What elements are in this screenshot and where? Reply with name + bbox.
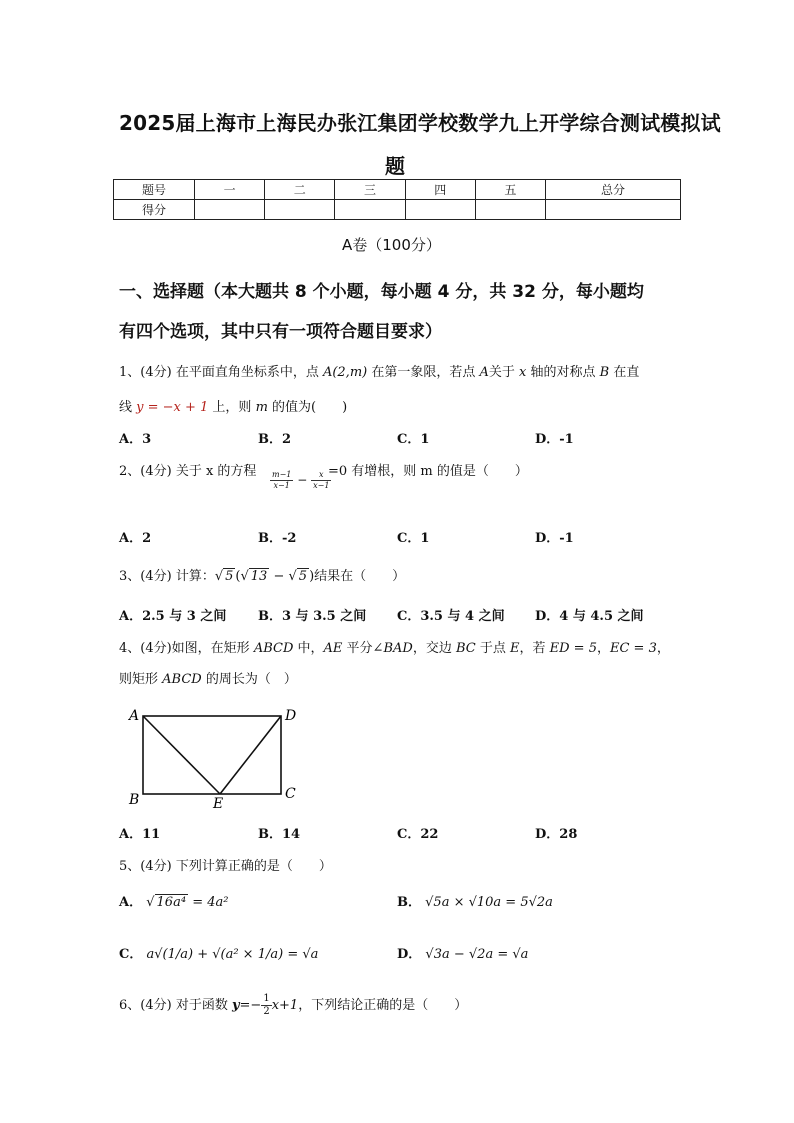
q3-text: 3、(4分) 计算：: [119, 569, 215, 584]
q2-frac-den: x−1: [273, 481, 290, 490]
q5-expression: √3a − √2a = √a: [425, 947, 529, 962]
q6-text: ，下列结论正确的是（ ）: [298, 998, 468, 1013]
score-table-score-row: [114, 200, 681, 220]
question-5-stem: 5、(4分) 下列计算正确的是（ ）: [119, 859, 332, 874]
q5-option-d[interactable]: [397, 943, 528, 962]
score-header-cell: 四: [405, 180, 475, 200]
q3-option-b[interactable]: B．3 与 3.5 之间: [258, 609, 367, 624]
section-heading-line2: 有四个选项，其中只有一项符合题目要求）: [119, 322, 442, 342]
q1-text: 在第一象限，若点: [367, 365, 480, 380]
q4-var: AE: [323, 641, 343, 656]
q4-text: ，若: [519, 641, 550, 656]
q2-option-b[interactable]: B．-2: [258, 531, 297, 546]
document-title-line2: 题: [385, 154, 406, 178]
q2-text-suffix: =0 有增根，则 m 的值是（ ）: [328, 464, 528, 479]
question-4-line2: [119, 668, 297, 687]
q1-var: B: [599, 365, 610, 380]
q4-var: BAD: [383, 641, 413, 656]
vertex-label-a: A: [129, 708, 140, 724]
score-header-cell: 题号: [114, 180, 195, 200]
q5-option-b[interactable]: [397, 891, 553, 910]
radical-sign-icon: √: [146, 895, 155, 910]
q4-option-c[interactable]: C．22: [397, 827, 439, 842]
q4-rectangle-figure: [125, 702, 305, 814]
q1-var: x: [519, 365, 527, 380]
vertex-label-b: B: [129, 792, 140, 808]
score-header-cell: 五: [475, 180, 545, 200]
q6-frac-den: 2: [263, 1006, 270, 1017]
q6-var: y: [231, 998, 240, 1013]
q2-equation: [270, 470, 331, 491]
q3-option-a[interactable]: A．2.5 与 3 之间: [119, 609, 227, 624]
q2-option-d[interactable]: D．-1: [535, 531, 574, 546]
question-4-line1: [119, 637, 670, 656]
q1-point: A(2,m): [322, 365, 368, 380]
q4-var: E: [509, 641, 520, 656]
score-header-cell: 二: [265, 180, 335, 200]
q1-text: 轴的对称点: [526, 365, 600, 380]
score-cell: [405, 200, 475, 220]
q4-option-b[interactable]: B．14: [258, 827, 301, 842]
q1-option-d[interactable]: D．-1: [535, 432, 574, 447]
q1-option-a[interactable]: A．3: [119, 432, 152, 447]
q5-option-label: D．: [397, 947, 422, 962]
q6-frac-num: 1: [263, 993, 270, 1004]
q4-text: 的周长为（ ）: [201, 672, 297, 687]
score-cell: [335, 200, 405, 220]
q5-expression: √5a × √10a = 5√2a: [425, 895, 553, 910]
q6-eq: =−: [239, 998, 262, 1013]
radical-sign-icon: √: [288, 569, 297, 584]
score-header-cell: 三: [335, 180, 405, 200]
q5-option-a[interactable]: [119, 891, 228, 910]
q2-text: 2、(4分) 关于 x 的方程: [119, 464, 257, 479]
question-6-stem: [119, 993, 467, 1018]
q3-radicand: 5: [298, 569, 308, 584]
rectangle-abcd: [143, 716, 281, 794]
q5-option-label: B．: [397, 895, 421, 910]
q3-radicand: 5: [225, 569, 234, 584]
q1-text: 关于: [488, 365, 520, 380]
q4-var: ED = 5: [549, 641, 597, 656]
q4-text: 于点: [475, 641, 510, 656]
vertex-label-d: D: [285, 708, 297, 724]
radical-sign-icon: √: [240, 569, 249, 584]
q5-rhs: = 4a²: [192, 895, 229, 910]
q3-radicand: 13: [250, 569, 268, 584]
segment-ae: [143, 716, 220, 794]
q1-text: 1、(4分) 在平面直角坐标系中，点: [119, 365, 323, 380]
q5-option-label: A．: [119, 895, 143, 910]
score-cell: [195, 200, 265, 220]
vertex-label-c: C: [285, 786, 296, 802]
q3-text: 结果在（ ）: [314, 569, 406, 584]
question-3-stem: [119, 565, 405, 584]
question-1-line1: [119, 361, 639, 380]
score-table-header-row: [114, 180, 681, 200]
q5-expression: a√(1/a) + √(a² × 1/a) = √a: [146, 947, 319, 962]
q4-var: BC: [455, 641, 476, 656]
score-row-label: 得分: [114, 200, 195, 220]
score-header-cell: 一: [195, 180, 265, 200]
score-cell: [475, 200, 545, 220]
score-cell: [546, 200, 681, 220]
q5-radicand: 16a⁴: [156, 895, 187, 910]
q2-frac-num: x: [311, 470, 331, 481]
q5-option-label: C．: [119, 947, 143, 962]
q1-line-equation: y = −x + 1: [136, 400, 209, 415]
q2-fraction: [270, 470, 293, 491]
q3-option-c[interactable]: C．3.5 与 4 之间: [397, 609, 505, 624]
score-cell: [265, 200, 335, 220]
q1-text: 上，则: [208, 400, 256, 415]
q1-option-c[interactable]: C．1: [397, 432, 430, 447]
q4-text: 中，: [293, 641, 324, 656]
q4-var: ABCD: [253, 641, 294, 656]
q4-text: 4、(4分)如图，在矩形: [119, 641, 254, 656]
q4-text: ，交边: [412, 641, 456, 656]
volume-heading: A卷（100分）: [342, 236, 441, 254]
q2-minus: −: [297, 473, 308, 487]
q2-option-a[interactable]: A．2: [119, 531, 152, 546]
radical-sign-icon: √: [214, 569, 224, 584]
q1-text: 线: [119, 400, 137, 415]
vertex-label-e: E: [213, 796, 224, 812]
q1-option-b[interactable]: B．2: [258, 432, 292, 447]
q2-frac-den: x−1: [313, 481, 330, 490]
question-2-stem: [119, 460, 256, 479]
q6-x-part: x+1: [271, 998, 299, 1013]
segment-ed: [220, 716, 281, 794]
q4-option-a[interactable]: A．11: [119, 827, 161, 842]
q4-text: 则矩形: [119, 672, 163, 687]
q2-frac-num: m−1: [272, 470, 292, 479]
q6-fraction: [261, 993, 271, 1018]
section-heading-line1: 一、选择题（本大题共 8 个小题，每小题 4 分，共 32 分，每小题均: [119, 282, 644, 302]
q4-var: EC = 3: [609, 641, 657, 656]
score-header-cell: 总分: [546, 180, 681, 200]
question-1-line2: [119, 396, 347, 415]
score-table: [113, 179, 681, 220]
q4-text: ，: [596, 641, 610, 656]
q4-text: 平分∠: [342, 641, 384, 656]
q4-var: ABCD: [162, 672, 202, 687]
q1-var: A: [479, 365, 489, 380]
q1-text: 在直: [609, 365, 640, 380]
q4-option-d[interactable]: D．28: [535, 827, 578, 842]
q6-text: 6、(4分) 对于函数: [119, 998, 232, 1013]
document-title-line1: 2025届上海市上海民办张江集团学校数学九上开学综合测试模拟试: [119, 111, 721, 135]
q2-option-c[interactable]: C．1: [397, 531, 430, 546]
q3-expression: √ 5 (√ 13 − √ 5 ): [214, 569, 315, 584]
q5-option-c[interactable]: [119, 943, 318, 962]
q1-var: m: [255, 400, 268, 415]
q4-text: ，: [656, 641, 670, 656]
q1-text: 的值为( ): [267, 400, 348, 415]
q3-option-d[interactable]: D．4 与 4.5 之间: [535, 609, 644, 624]
